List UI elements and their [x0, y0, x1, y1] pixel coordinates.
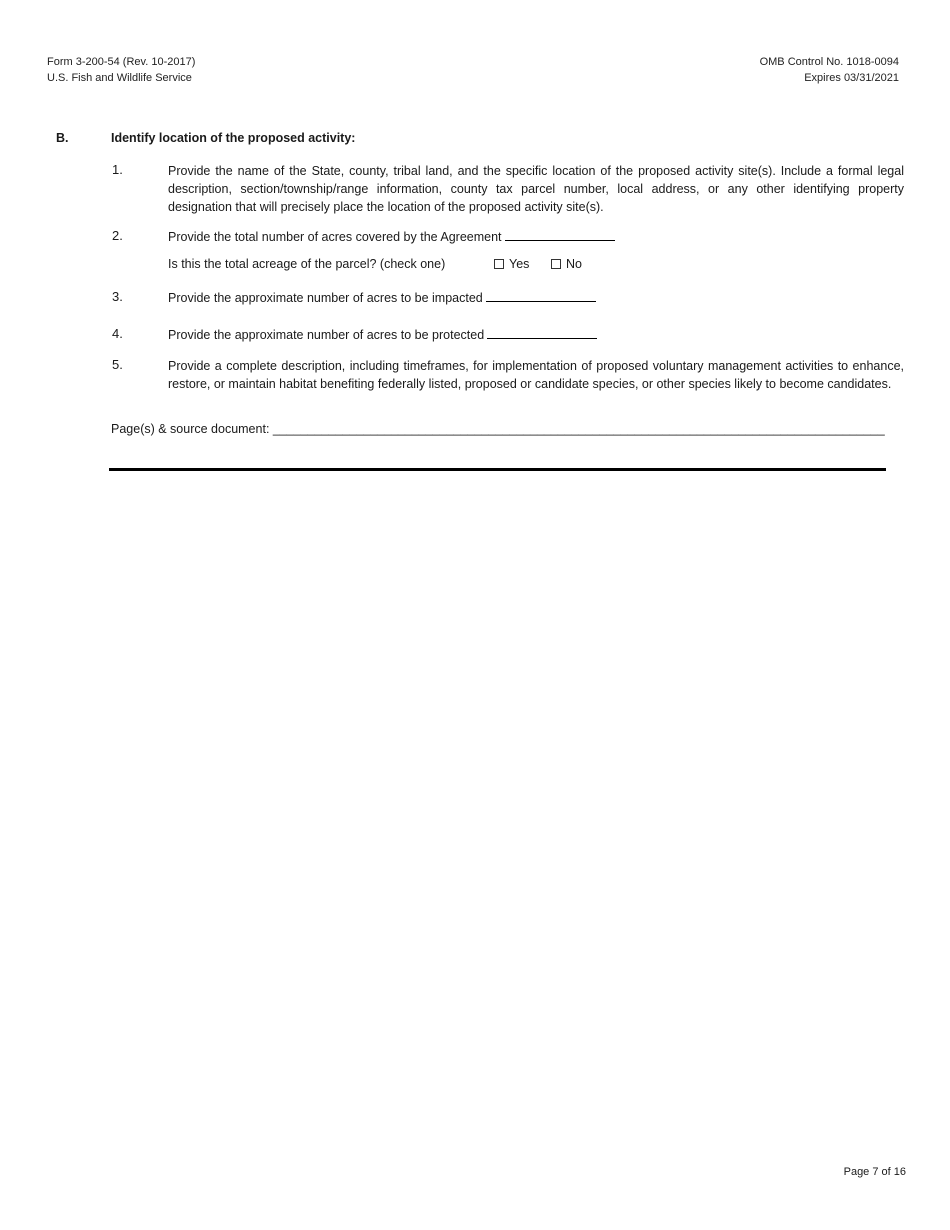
agency-name: U.S. Fish and Wildlife Service: [47, 72, 192, 84]
omb-control-number: OMB Control No. 1018-0094: [759, 56, 899, 68]
section-divider: [109, 468, 886, 471]
page-number: Page 7 of 16: [843, 1166, 906, 1178]
form-header-right: [760, 54, 899, 86]
item-5-number: 5.: [112, 357, 123, 372]
expiration-date: Expires 03/31/2021: [804, 72, 899, 84]
item-5-text: Provide a complete description, including timeframes, for implementation of proposed voluntary management activities to enhance, restore, or maintain habitat benefiting federally listed, proposed or candidate species, or other species likely to become candidates.: [168, 359, 904, 391]
item-3-text: Provide the approximate number of acres to be impacted: [168, 291, 483, 305]
item-4-row: [168, 326, 597, 344]
item-2-number: 2.: [112, 228, 123, 243]
no-option[interactable]: [551, 257, 582, 271]
impacted-acres-field[interactable]: [486, 289, 596, 302]
source-document-field[interactable]: ________________________________________________________________________________________: [272, 422, 885, 436]
protected-acres-field[interactable]: [487, 326, 597, 339]
section-letter: B.: [56, 131, 69, 145]
no-checkbox[interactable]: [551, 259, 561, 269]
item-2-row: [168, 228, 615, 246]
form-header-left: [47, 54, 195, 86]
item-1-number: 1.: [112, 162, 123, 177]
item-3-row: [168, 289, 596, 307]
source-document-row: [111, 422, 885, 436]
acreage-question: Is this the total acreage of the parcel? (check one): [168, 257, 446, 271]
item-3-number: 3.: [112, 289, 123, 304]
yes-option[interactable]: [494, 257, 529, 271]
source-document-label: Page(s) & source document:: [111, 422, 270, 436]
total-acres-field[interactable]: [505, 228, 615, 241]
form-number: Form 3-200-54 (Rev. 10-2017): [47, 56, 196, 68]
no-label: No: [566, 257, 582, 271]
item-1-text: Provide the name of the State, county, tribal land, and the specific location of the proposed activity site(s). Include a formal legal description, section/township/range information, county tax parcel number, local address, or any other identifying property designation that will precisely place the location of the proposed activity site(s).: [168, 164, 904, 214]
item-2-text: Provide the total number of acres covered by the Agreement: [168, 230, 502, 244]
yes-checkbox[interactable]: [494, 259, 504, 269]
item-4-text: Provide the approximate number of acres to be protected: [168, 328, 485, 342]
yes-label: Yes: [509, 257, 530, 271]
section-title: Identify location of the proposed activity:: [111, 131, 356, 145]
item-4-number: 4.: [112, 326, 123, 341]
